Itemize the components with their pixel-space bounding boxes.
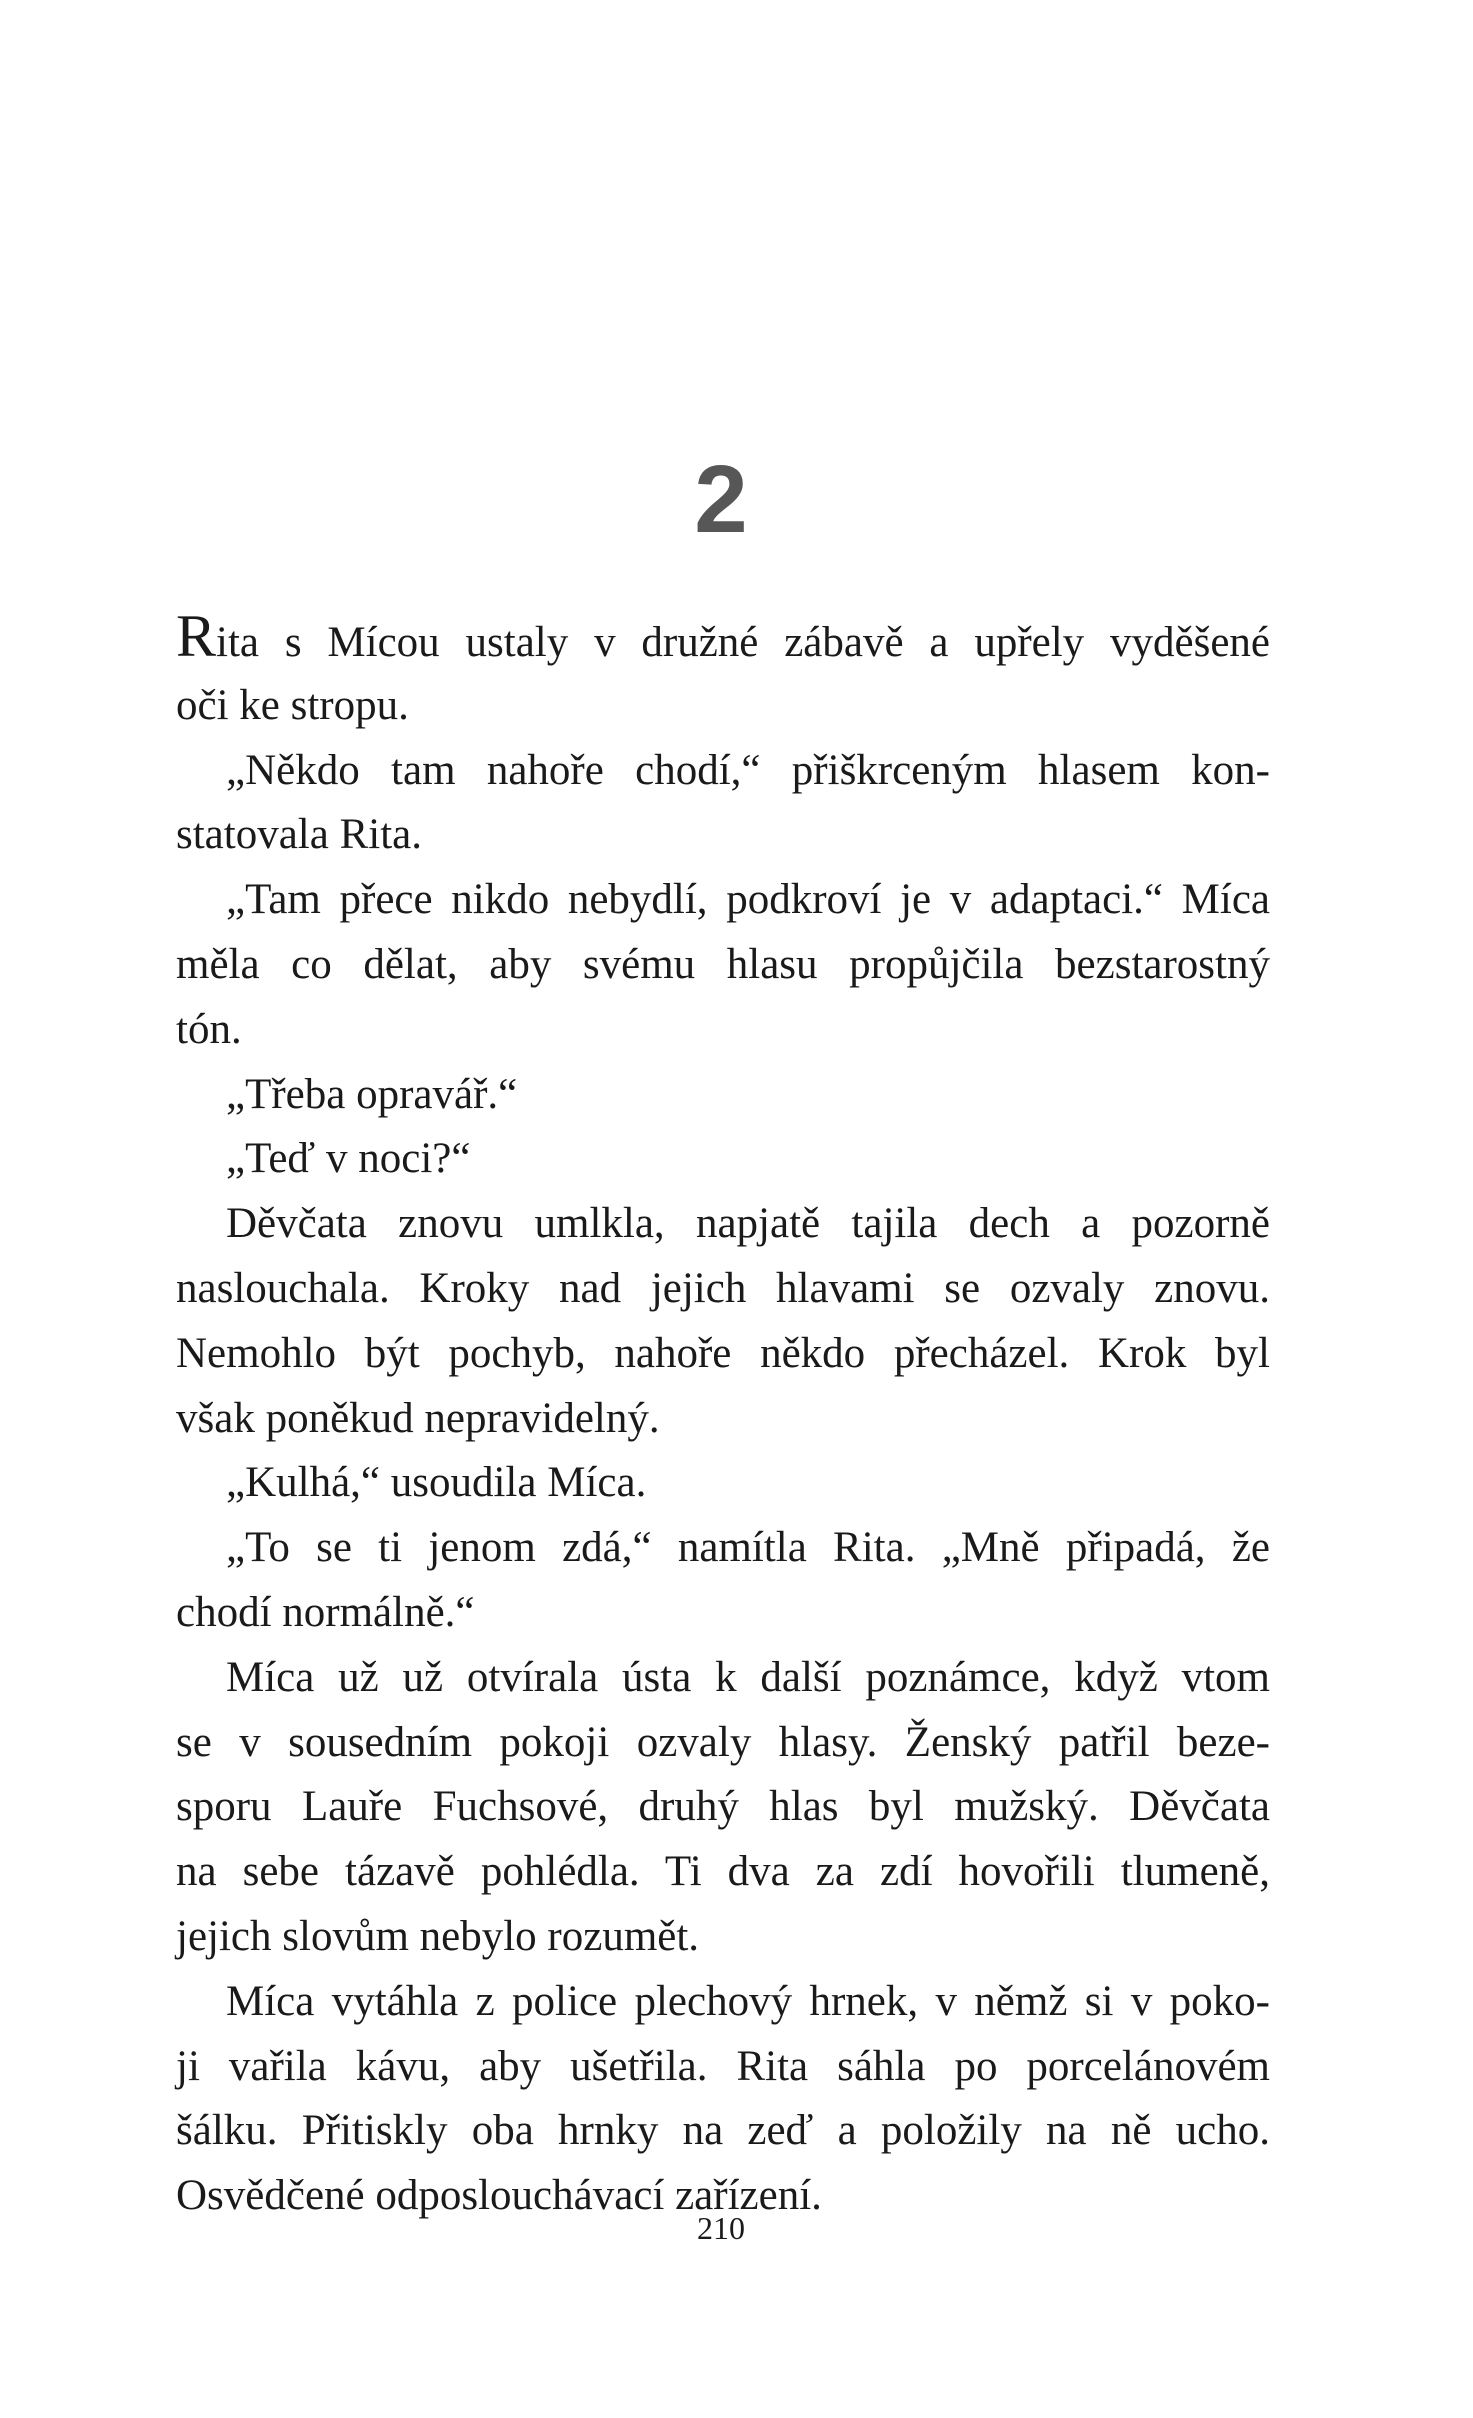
text-line: Míca vytáhla z police plechový hrnek, v němž si v poko- — [226, 1977, 1270, 2025]
text-line: „Kulhá,“ usoudila Míca. — [226, 1459, 647, 1507]
text-line: se v sousedním pokoji ozvaly hlasy. Ženský patřil beze- — [176, 1718, 1270, 1766]
text-line: však poněkud nepravidelný. — [176, 1394, 660, 1442]
page-number: 210 — [697, 2210, 745, 2246]
text-line: „To se ti jenom zdá,“ namítla Rita. „Mně připadá, že — [226, 1524, 1270, 1572]
body-text — [176, 603, 1270, 2229]
text-line: „Tam přece nikdo nebydlí, podkroví je v adaptaci.“ Míca — [226, 876, 1270, 924]
text-line: oči ke stropu. — [176, 681, 409, 729]
text-line: měla co dělat, aby svému hlasu propůjčila bezstarostný — [176, 940, 1270, 988]
text-line: Osvědčené odposlouchávací zařízení. — [176, 2172, 822, 2220]
text-line: „Někdo tam nahoře chodí,“ přiškrceným hlasem kon- — [226, 746, 1270, 794]
text-line: sporu Lauře Fuchsové, druhý hlas byl mužský. Děvčata — [176, 1783, 1270, 1831]
text-line: „Teď v noci?“ — [226, 1135, 471, 1183]
text-line: naslouchala. Kroky nad jejich hlavami se ozvaly znovu. — [176, 1264, 1270, 1312]
text-line — [176, 603, 1270, 674]
text-line: Děvčata znovu umlkla, napjatě tajila dech a pozorně — [226, 1200, 1270, 1248]
chapter-number: 2 — [694, 446, 748, 553]
text-line: ji vařila kávu, aby ušetřila. Rita sáhla po porcelánovém — [176, 2042, 1270, 2090]
text-line: jejich slovům nebylo rozumět. — [176, 1912, 700, 1960]
text-line: na sebe tázavě pohlédla. Ti dva za zdí hovořili tlumeně, — [176, 1848, 1270, 1896]
text-line: chodí normálně.“ — [176, 1588, 475, 1636]
text-line: „Třeba opravář.“ — [226, 1070, 518, 1118]
text-line: Míca už už otvírala ústa k další poznámce, když vtom — [226, 1653, 1270, 1701]
initial-letter: R — [176, 603, 217, 669]
line-text: ita s Mícou ustaly v družné zábavě a upřely vyděšené — [216, 619, 1270, 666]
text-line: Nemohlo být pochyb, nahoře někdo přecházel. Krok byl — [176, 1329, 1270, 1377]
text-line: šálku. Přitiskly oba hrnky na zeď a položily na ně ucho. — [176, 2107, 1270, 2155]
text-line: tón. — [176, 1005, 242, 1053]
text-line: statovala Rita. — [176, 811, 422, 859]
